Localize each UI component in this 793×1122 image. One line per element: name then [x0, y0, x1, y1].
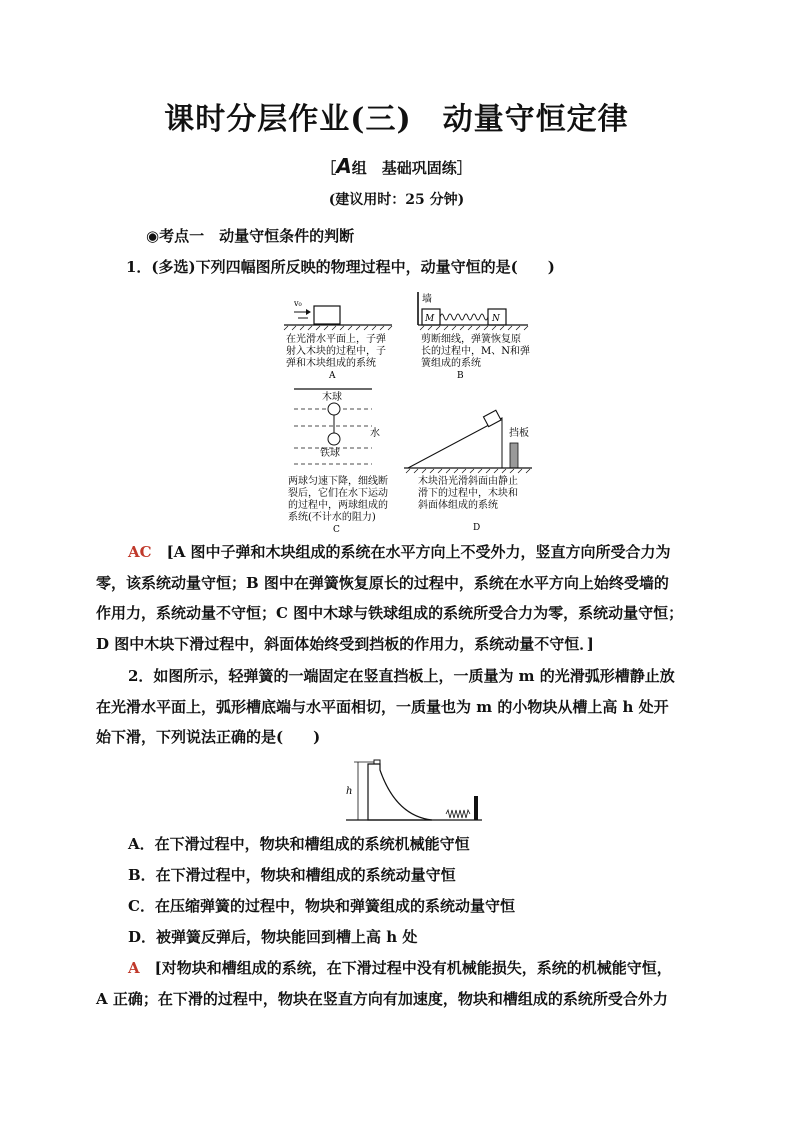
caption-c-4: 系统(不计水的阻力)	[288, 512, 376, 523]
panel-a-letter: A	[329, 371, 336, 381]
q2-stem-line-2: 在光滑水平面上，弧形槽底端与水平面相切，一质量也为 m 的小物块从槽上高 h 处开	[96, 697, 669, 716]
wall-label: 墙	[422, 294, 432, 305]
q1-explanation-line-4: D 图中木块下滑过程中，斜面体始终受到挡板的作用力，系统动量不守恒．]	[96, 634, 594, 653]
caption-d-3: 斜面体组成的系统	[418, 500, 498, 511]
q1-explanation	[96, 537, 704, 659]
spring	[440, 314, 488, 320]
baffle	[474, 796, 478, 820]
group-heading: ［A组 基础巩固练］	[321, 154, 472, 178]
caption-b-3: 簧组成的系统	[421, 358, 481, 369]
panel-d-letter: D	[473, 523, 481, 533]
wood-ball-label: 木球	[322, 392, 342, 403]
arc-groove	[368, 764, 432, 820]
board-label: 挡板	[509, 428, 529, 439]
q2-answer: A	[128, 959, 140, 977]
q2-explanation-line-2: A 正确；在下滑的过程中，物块在竖直方向有加速度，物块和槽组成的系统所受合外力	[96, 989, 668, 1008]
caption-c-2: 裂后，它们在水下运动	[288, 488, 388, 499]
q1-explanation-line-3: 作用力，系统动量不守恒；C 图中木球与铁球组成的系统所受合力为零，系统动量守恒；	[96, 604, 684, 622]
caption-c-3: 的过程中，两球组成的	[288, 500, 388, 511]
q2-explanation-line-1: [对物块和槽组成的系统，在下滑过程中没有机械能损失，系统的机械能守恒，	[154, 959, 672, 977]
suggested-time: (建议用时：25 分钟)	[328, 192, 465, 208]
caption-a-2: 射入木块的过程中，子	[286, 346, 386, 357]
q2-stem-line-3: 始下滑，下列说法正确的是( )	[96, 728, 321, 746]
caption-d-1: 木块沿光滑斜面由静止	[418, 476, 518, 487]
group-label: 组 基础巩固练	[351, 159, 457, 177]
page-title: 课时分层作业(三) 动量守恒定律	[164, 102, 629, 137]
panel-c-letter: C	[333, 525, 340, 535]
q1-answer: AC	[128, 543, 152, 561]
v0-label: v₀	[294, 299, 302, 308]
panel-c	[288, 389, 388, 535]
q2-option-c: C．在压缩弹簧的过程中，物块和弹簧组成的系统动量守恒	[128, 897, 515, 915]
q1-figure	[280, 288, 540, 538]
panel-a	[284, 299, 392, 381]
mass-n-label: N	[492, 314, 500, 324]
spring	[446, 810, 470, 818]
iron-ball-label: 铁球	[320, 448, 340, 459]
group-letter: A	[336, 154, 352, 178]
panel-b	[418, 292, 530, 381]
q2-option-d: D．被弹簧反弹后，物块能回到槽上高 h 处	[128, 928, 418, 946]
q1-stem: 1．(多选)下列四幅图所反映的物理过程中，动量守恒的是( )	[126, 258, 555, 276]
caption-a-1: 在光滑水平面上，子弹	[286, 334, 386, 345]
caption-b-2: 长的过程中，M、N和弹	[421, 346, 530, 357]
section-heading: ◉考点一 动量守恒条件的判断	[146, 227, 355, 245]
caption-a-3: 弹和木块组成的系统	[286, 358, 376, 369]
q1-explanation-line-2: 零，该系统动量守恒；B 图中在弹簧恢复原长的过程中，系统在水平方向上始终受墙的	[96, 573, 669, 592]
q2-explanation	[96, 953, 704, 1014]
q2-figure	[336, 756, 486, 826]
height-h-label: h	[346, 786, 353, 797]
q1-explanation-line-1: [A 图中子弹和木块组成的系统在水平方向上不受外力，竖直方向所受合力为	[166, 543, 671, 561]
caption-d-2: 滑下的过程中，木块和	[418, 488, 518, 499]
water-label: 水	[370, 428, 380, 439]
panel-d	[404, 410, 532, 533]
q2-stem	[96, 661, 704, 753]
caption-b-1: 剪断细线，弹簧恢复原	[421, 334, 521, 345]
caption-c-1: 两球匀速下降，细线断	[288, 476, 388, 487]
mass-m-label: M	[425, 314, 435, 324]
q2-option-a: A．在下滑过程中，物块和槽组成的系统机械能守恒	[128, 835, 470, 853]
panel-b-letter: B	[457, 371, 464, 381]
q2-option-b: B．在下滑过程中，物块和槽组成的系统动量守恒	[128, 866, 456, 884]
q2-stem-line-1: 2．如图所示，轻弹簧的一端固定在竖直挡板上，一质量为 m 的光滑弧形槽静止放	[128, 667, 675, 685]
